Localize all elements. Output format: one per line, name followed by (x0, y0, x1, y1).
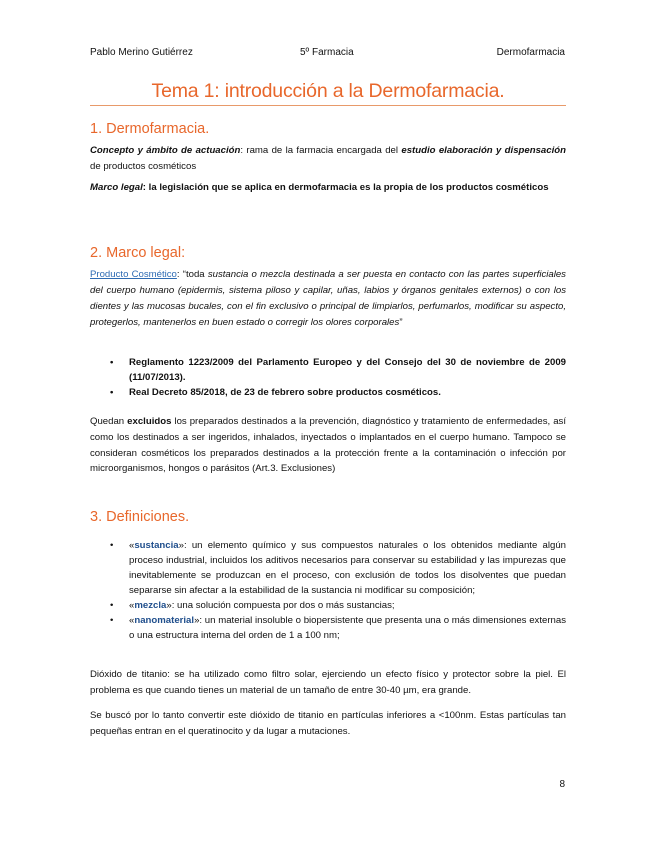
title-underline (90, 105, 566, 106)
list-item (110, 598, 566, 613)
def-sustancia-text: : un elemento químico y sus compuestos naturales o los obtenidos mediante algún proceso industrial, incluidos los aditivos necesarios para conservar su estabilidad y las impurezas que inevitablemente se produzcan en el proceso, con exclusión de todos los disolventes que puedan separarse sin afectar a la estabilidad de la sustancia ni modificar su composición; (129, 540, 566, 596)
quote-open: « (129, 540, 135, 551)
exclusions-text-a: Quedan (90, 416, 128, 427)
exclusions-text-c: los preparados destinados a la prevención, diagnóstico y tratamiento de enfermedades, así como los destinados a ser ingeridos, inhalados, inyectados o implantados en el cuerpo humano. Tampoco se consideran cosméticos los preparados destinados a la protección frente a la contaminación o infección por microorganismos, hongos o parásitos (Art.3. Exclusiones) (90, 416, 566, 475)
producto-cosmetico-link[interactable]: Producto Cosmético (90, 269, 177, 280)
laws-list (110, 355, 566, 400)
quote-open: « (129, 600, 135, 611)
bullet-icon: • (110, 357, 114, 368)
definition-close: ” (399, 317, 403, 328)
term-nanomaterial: nanomaterial (134, 615, 195, 626)
page-number: 8 (559, 779, 565, 790)
quote-close: » (194, 615, 200, 626)
header-course: 5º Farmacia (300, 47, 354, 58)
term-sustancia: sustancia (134, 540, 179, 551)
titanium-paragraph-2: Se buscó por lo tanto convertir este dióxido de titanio en partículas inferiores a <100nm. Estas partículas tan pequeñas entran en el queratinocito y da lugar a mutaciones. (90, 710, 566, 737)
exclusions-paragraph (90, 414, 566, 477)
header-subject: Dermofarmacia (496, 47, 565, 58)
list-item (110, 385, 566, 400)
header-author: Pablo Merino Gutiérrez (90, 47, 193, 58)
concept-text-c: de productos cosméticos (90, 160, 197, 172)
bullet-icon: • (110, 600, 114, 611)
law-1: Reglamento 1223/2009 del Parlamento Europeo y del Consejo del 30 de noviembre de 2009 (11/07/2013). (129, 357, 566, 383)
bullet-icon: • (110, 615, 114, 626)
def-nanomaterial-text: : un material insoluble o biopersistente que presenta una o más dimensiones externas o una estructura interna del orden de 1 a 100 nm; (129, 615, 566, 641)
list-item (110, 355, 566, 385)
bullet-icon: • (110, 387, 114, 398)
definitions-list (110, 538, 566, 643)
quote-close: » (178, 540, 184, 551)
term-mezcla: mezcla (134, 600, 167, 611)
page-header (90, 47, 565, 61)
concept-label: Concepto y ámbito de actuación (90, 145, 241, 156)
quote-close: » (166, 600, 172, 611)
legal-text: : la legislación que se aplica en dermofarmacia es la propia de los productos cosméticos (142, 182, 549, 193)
concept-text-a: : rama de la farmacia encargada del (240, 145, 402, 156)
list-item (110, 613, 566, 643)
law-2: Real Decreto 85/2018, de 23 de febrero sobre productos cosméticos. (129, 387, 441, 398)
quote-open: « (129, 615, 135, 626)
concept-paragraph (90, 143, 566, 175)
legal-framework-paragraph (90, 180, 566, 196)
bullet-icon: • (110, 540, 114, 551)
exclusions-bold: excluidos (127, 416, 172, 427)
cosmetic-definition (90, 267, 566, 331)
definition-intro: : “toda (176, 269, 208, 280)
section-3-heading: 3. Definiciones. (90, 509, 190, 525)
list-item (110, 538, 566, 598)
titanium-paragraph-1: Dióxido de titanio: se ha utilizado como filtro solar, ejerciendo un efecto físico y protector sobre la piel. El problema es que cuando tienes un material de un tamaño de entre 30-40 µm, era grande. (90, 669, 566, 696)
legal-label: Marco legal (90, 182, 143, 193)
def-mezcla-text: : una solución compuesta por dos o más sustancias; (171, 600, 395, 611)
section-2-heading: 2. Marco legal: (90, 245, 186, 261)
section-1-heading: 1. Dermofarmacia. (90, 121, 210, 137)
definition-text: sustancia o mezcla destinada a ser puesta en contacto con las partes superficiales del cuerpo humano (epidermis, sistema piloso y capilar, uñas, labios y órganos genitales externos) o con los dientes y las mucosas bucales, con el fin exclusivo o principal de limpiarlos, perfumarlos, modificar su aspecto, protegerlos, mantenerlos en buen estado o corregir los olores corporales (90, 269, 566, 328)
concept-text-b: estudio elaboración y dispensación (401, 145, 566, 156)
document-title: Tema 1: introducción a la Dermofarmacia. (151, 80, 505, 102)
